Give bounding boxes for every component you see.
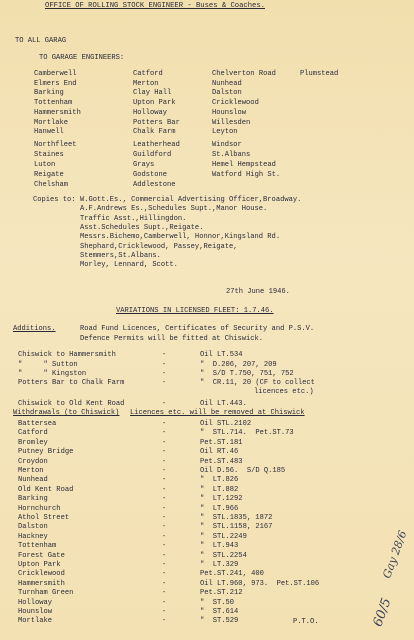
pto-note: P.T.O. <box>293 618 319 626</box>
withdrawal-garage: Old Kent Road <box>18 485 74 494</box>
garage-name: Watford High St. <box>212 171 281 179</box>
additions-text-1: Road Fund Licences, Certificates of Security and P.S.V. <box>80 325 315 333</box>
addition-dash: - <box>162 400 167 408</box>
garage-name: Godstone <box>133 171 168 179</box>
addition-route: " " Kingston <box>18 370 87 378</box>
addition-route: Chiswick to Old Kent Road <box>18 400 125 408</box>
withdrawals-label: Withdrawals (to Chiswick) <box>13 409 120 417</box>
withdrawal-garage: Merton <box>18 467 44 475</box>
withdrawal-garage: Barking <box>18 495 48 504</box>
garage-name: Staines <box>34 151 64 159</box>
garage-name: Mortlake <box>34 118 69 127</box>
copy-recipient: Stemmers,St.Albans. <box>80 251 161 260</box>
addition-detail: Oil LT.443. <box>200 400 247 408</box>
withdrawal-detail: Pet.ST.212 <box>200 589 243 598</box>
garage-name: Potters Bar <box>133 118 180 127</box>
garage-name: Upton Park <box>133 99 176 108</box>
addition-detail: " D.206, 207, 209 <box>200 361 277 369</box>
garage-name: Leyton <box>212 128 238 137</box>
copies-label: Copies to: <box>33 196 76 204</box>
withdrawal-dash: - <box>162 495 167 504</box>
addition-detail: licences etc.) <box>254 388 314 396</box>
withdrawal-dash: - <box>162 608 167 616</box>
garage-name: Hanwell <box>34 128 64 137</box>
withdrawal-detail: " STL.1835, 1872 <box>200 514 273 522</box>
garage-name: Chelsham <box>34 181 69 189</box>
addition-detail: " CR.11, 20 (CF to collect <box>200 379 315 387</box>
withdrawal-garage: Catford <box>18 429 48 438</box>
withdrawal-garage: Hounslow <box>18 608 53 616</box>
garage-name: Cricklewood <box>212 99 259 108</box>
withdrawal-detail: " STL.2254 <box>200 551 247 560</box>
withdrawal-detail: " ST.614 <box>200 608 239 616</box>
additions-text-2: Defence Permits will be fitted at Chiswick. <box>80 335 264 343</box>
copy-recipient: Shephard,Cricklewood, Passey,Reigate, <box>80 242 238 251</box>
withdrawal-detail: " ST.50 <box>200 598 235 607</box>
garage-name: Camberwell <box>34 70 77 78</box>
withdrawal-detail: " LT.943 <box>200 542 239 551</box>
withdrawal-garage: Croydon <box>18 457 48 466</box>
withdrawal-detail: Pet.ST.241, 400 <box>200 570 264 579</box>
withdrawal-detail: Oil STL.2102 <box>200 420 252 428</box>
withdrawal-detail: " STL.1158, 2167 <box>200 523 273 532</box>
addition-detail: Oil LT.534 <box>200 351 243 359</box>
garage-name: Willesden <box>212 118 251 127</box>
withdrawal-dash: - <box>162 579 167 588</box>
withdrawal-garage: Hackney <box>18 532 48 541</box>
withdrawal-detail: " STL.2249 <box>200 532 247 541</box>
garage-name: Grays <box>133 161 155 169</box>
addition-route: " " Sutton <box>18 361 78 369</box>
withdrawal-detail: " LT.882 <box>200 485 239 494</box>
withdrawal-dash: - <box>162 485 167 494</box>
withdrawal-garage: Bromley <box>18 438 48 447</box>
withdrawal-garage: Battersea <box>18 420 57 428</box>
addition-dash: - <box>162 379 167 387</box>
document-title: VARIATIONS IN LICENSED FLEET: 1.7.46. <box>116 307 274 315</box>
withdrawals-text: Licences etc. will be removed at Chiswick <box>130 409 305 417</box>
withdrawal-garage: Mortlake <box>18 617 53 626</box>
withdrawal-garage: Putney Bridge <box>18 448 74 457</box>
withdrawal-detail: " ST.529 <box>200 617 239 626</box>
addition-dash: - <box>162 361 167 369</box>
garage-name: Hemel Hempstead <box>212 161 276 169</box>
withdrawal-dash: - <box>162 589 167 598</box>
garage-name: Plumstead <box>300 70 339 78</box>
garage-name: Windsor <box>212 141 242 149</box>
withdrawal-dash: - <box>162 429 167 438</box>
copy-recipient: A.F.Andrews Es.,Schedules Supt.,Manor House. <box>80 205 268 214</box>
withdrawal-garage: Hornchurch <box>18 504 61 513</box>
withdrawal-dash: - <box>162 561 167 569</box>
garage-name: Guildford <box>133 151 172 159</box>
garage-name: Northfleet <box>34 141 77 149</box>
withdrawal-detail: Oil LT.960, 973. Pet.ST.106 <box>200 579 320 588</box>
additions-label: Additions. <box>13 325 56 333</box>
withdrawal-dash: - <box>162 504 167 513</box>
addition-dash: - <box>162 351 167 359</box>
garage-name: Chalk Farm <box>133 128 176 137</box>
withdrawal-garage: Cricklewood <box>18 570 65 579</box>
to-engineers-line: TO GARAGE ENGINEERS: <box>39 54 125 62</box>
garage-name: Nunhead <box>212 79 242 88</box>
withdrawal-dash: - <box>162 551 167 560</box>
garage-name: Elmers End <box>34 79 77 88</box>
withdrawal-dash: - <box>162 617 167 626</box>
garage-name: Barking <box>34 89 64 98</box>
withdrawal-garage: Athol Street <box>18 514 70 522</box>
withdrawal-detail: Pet.ST.181 <box>200 438 243 447</box>
withdrawal-garage: Forest Gate <box>18 551 65 560</box>
garage-name: Tottenham <box>34 99 73 108</box>
withdrawal-garage: Holloway <box>18 598 53 607</box>
withdrawal-detail: " LT.1292 <box>200 495 243 504</box>
withdrawal-detail: Oil D.56. S/D Q.185 <box>200 467 286 475</box>
withdrawal-garage: Tottenham <box>18 542 57 551</box>
garage-name: Hammersmith <box>34 108 81 117</box>
withdrawal-detail: " STL.714. Pet.ST.73 <box>200 429 294 438</box>
withdrawal-dash: - <box>162 438 167 447</box>
withdrawal-garage: Turnham Green <box>18 589 74 598</box>
garage-name: Leatherhead <box>133 141 180 149</box>
withdrawal-detail: Pet.ST.483 <box>200 457 243 466</box>
copy-recipient: W.Gott.Es., Commercial Advertising Officer,Broadway. <box>80 196 302 204</box>
addition-route: Chiswick to Hammersmith <box>18 351 116 359</box>
withdrawal-detail: Oil RT.46 <box>200 448 239 457</box>
addition-route: Potters Bar to Chalk Farm <box>18 379 125 387</box>
copy-recipient: Traffic Asst.,Hillingdon. <box>80 214 187 223</box>
copy-recipient: Asst.Schedules Supt.,Reigate. <box>80 223 204 232</box>
withdrawal-garage: Dalston <box>18 523 48 532</box>
to-all-line: TO ALL GARAG <box>15 37 67 45</box>
withdrawal-garage: Upton Park <box>18 561 61 569</box>
garage-name: Clay Hall <box>133 89 172 98</box>
garage-name: Holloway <box>133 108 168 117</box>
garage-name: Hounslow <box>212 108 247 117</box>
addition-detail: " S/D T.750, 751, 752 <box>200 370 294 378</box>
withdrawal-dash: - <box>162 598 167 607</box>
handwritten-initials: Gay 28/6 <box>380 528 410 581</box>
withdrawal-detail: " LT.826 <box>200 476 239 485</box>
garage-name: Addlestone <box>133 181 176 189</box>
withdrawal-dash: - <box>162 532 167 541</box>
garage-name: Catford <box>133 70 163 78</box>
withdrawal-dash: - <box>162 523 167 532</box>
withdrawal-dash: - <box>162 420 167 428</box>
office-heading: OFFICE OF ROLLING STOCK ENGINEER - Buses & Coaches. <box>45 2 265 10</box>
garage-name: Luton <box>34 161 56 169</box>
garage-name: Reigate <box>34 171 64 179</box>
garage-name: St.Albans <box>212 151 251 159</box>
withdrawal-garage: Hammersmith <box>18 579 65 588</box>
copy-recipient: Morley, Lennard, Scott. <box>80 261 178 270</box>
garage-name: Merton <box>133 79 159 88</box>
withdrawal-dash: - <box>162 514 167 522</box>
withdrawal-dash: - <box>162 467 167 475</box>
document-date: 27th June 1946. <box>226 288 290 296</box>
copy-recipient: Messrs.Bichemo,Camberwell, Honnor,Kingsland Rd. <box>80 233 281 242</box>
handwritten-number: 60/5 <box>370 596 395 629</box>
withdrawal-detail: " LT.966 <box>200 504 239 513</box>
withdrawal-detail: " LT.329 <box>200 561 239 569</box>
garage-name: Dalston <box>212 89 242 98</box>
withdrawal-garage: Nunhead <box>18 476 48 485</box>
addition-dash: - <box>162 370 167 378</box>
withdrawal-dash: - <box>162 476 167 485</box>
withdrawal-dash: - <box>162 457 167 466</box>
withdrawal-dash: - <box>162 542 167 551</box>
withdrawal-dash: - <box>162 570 167 579</box>
garage-name: Chelverton Road <box>212 70 276 78</box>
withdrawal-dash: - <box>162 448 167 457</box>
